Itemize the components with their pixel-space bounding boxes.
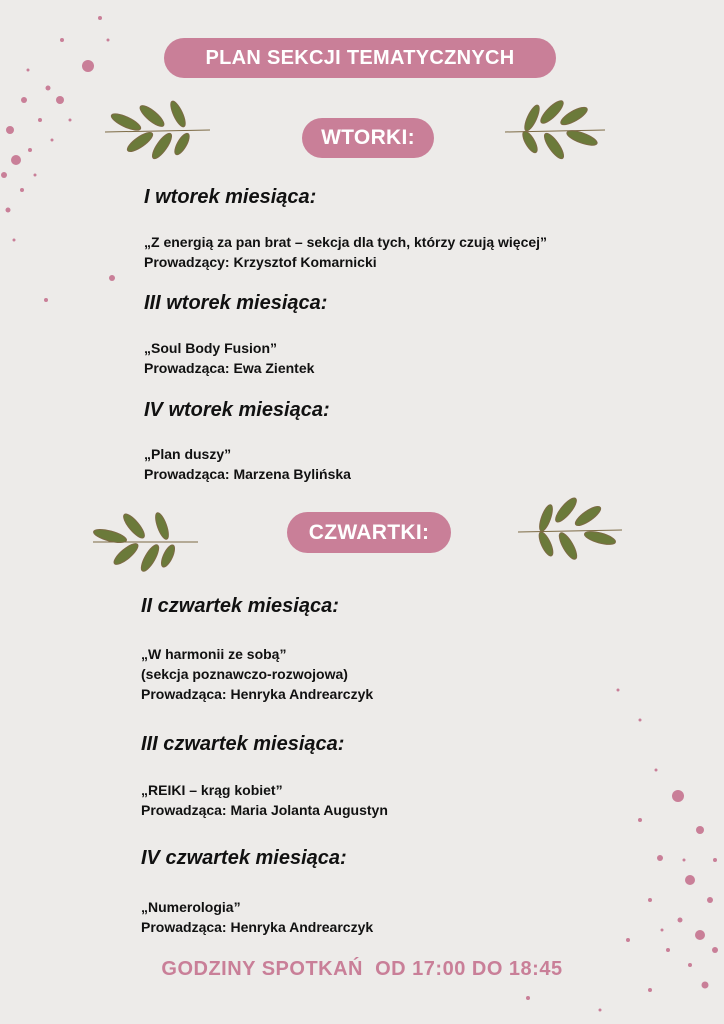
session-entry <box>141 644 373 704</box>
section-heading: III wtorek miesiąca: <box>144 292 328 314</box>
session-entry <box>141 780 388 820</box>
session-entry <box>141 897 373 937</box>
session-title: „REIKI – krąg kobiet” <box>141 782 283 798</box>
session-host: Prowadzący: Krzysztof Komarnicki <box>144 254 377 270</box>
section-heading: III czwartek miesiąca: <box>141 733 345 755</box>
session-entry <box>144 444 351 484</box>
session-title: „Soul Body Fusion” <box>144 340 277 356</box>
section-label-thursdays: CZWARTKI: <box>287 512 451 553</box>
leaf-sprig-icon <box>100 92 215 172</box>
session-subtitle: (sekcja poznawczo-rozwojowa) <box>141 666 348 682</box>
page-title: PLAN SEKCJI TEMATYCZNYCH <box>164 38 556 78</box>
session-entry <box>144 232 547 272</box>
session-host: Prowadząca: Maria Jolanta Augustyn <box>141 802 388 818</box>
session-host: Prowadząca: Marzena Bylińska <box>144 466 351 482</box>
leaf-sprig-icon <box>88 502 203 582</box>
session-entry <box>144 338 314 378</box>
meeting-hours: GODZINY SPOTKAŃ OD 17:00 DO 18:45 <box>161 958 563 980</box>
section-label-tuesdays: WTORKI: <box>302 118 434 158</box>
section-heading: IV czwartek miesiąca: <box>141 847 347 869</box>
session-title: „Numerologia” <box>141 899 241 915</box>
session-host: Prowadząca: Henryka Andrearczyk <box>141 686 374 702</box>
leaf-sprig-icon <box>500 92 610 168</box>
section-heading: IV wtorek miesiąca: <box>144 399 330 421</box>
session-host: Prowadząca: Henryka Andrearczyk <box>141 919 374 935</box>
session-title: „Plan duszy” <box>144 446 232 462</box>
section-heading: I wtorek miesiąca: <box>144 186 317 208</box>
session-title: „Z energią za pan brat – sekcja dla tych, którzy czują więcej” <box>144 234 548 250</box>
leaf-sprig-icon <box>514 488 626 568</box>
session-title: „W harmonii ze sobą” <box>141 646 287 662</box>
section-heading: II czwartek miesiąca: <box>141 595 339 617</box>
session-host: Prowadząca: Ewa Zientek <box>144 360 315 376</box>
